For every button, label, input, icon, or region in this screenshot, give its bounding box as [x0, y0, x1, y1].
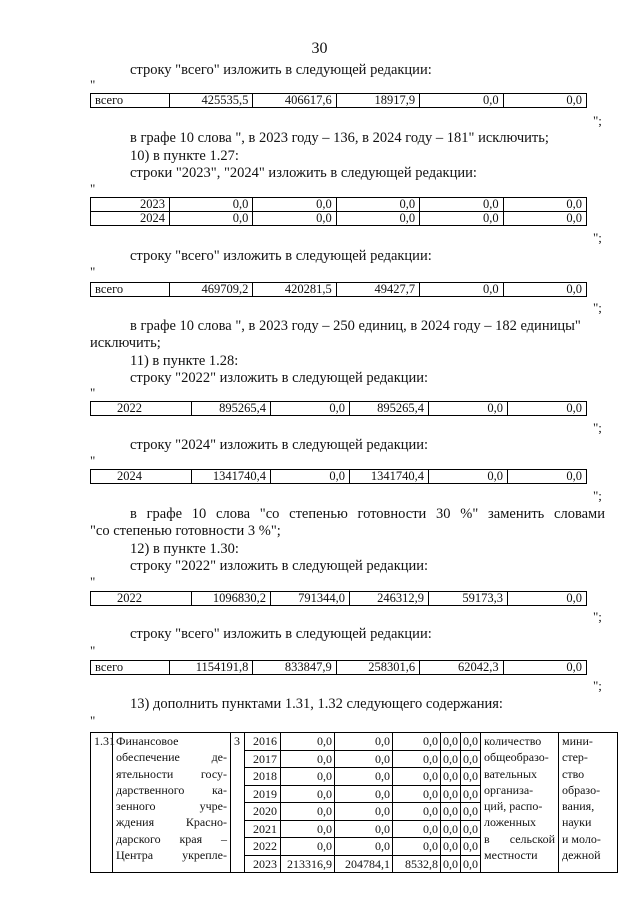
responsible-line: ство — [562, 766, 585, 781]
table-cell: 0,0 — [441, 820, 461, 838]
table-cell: 0,0 — [503, 94, 586, 108]
replacement-row-table — [90, 401, 587, 416]
item-number: 1.31 — [91, 733, 113, 873]
row-label: 2022 — [91, 592, 192, 606]
table-cell: 0,0 — [271, 470, 350, 484]
table-cell: 0,0 — [281, 803, 335, 821]
replacement-row-table — [90, 93, 587, 108]
table-cell: 0,0 — [335, 768, 393, 786]
row-label: всего — [91, 283, 170, 297]
instruction-text: строку "2022" изложить в следующей редакции: — [130, 370, 429, 386]
page-number: 30 — [311, 40, 328, 57]
table-cell: 1096830,2 — [192, 592, 271, 606]
year-cell: 2022 — [245, 838, 281, 856]
close-quote: "; — [593, 300, 602, 315]
row-label: всего — [91, 661, 170, 675]
subitem-heading: 12) в пункте 1.30: — [130, 541, 239, 557]
close-quote: "; — [593, 609, 602, 624]
table-cell: 0,0 — [503, 283, 586, 297]
replacement-row-table — [90, 282, 587, 297]
indicator-line: вательных — [484, 766, 538, 781]
table-cell: 0,0 — [170, 212, 253, 226]
instruction-text: строку "всего" изложить в следующей редакции: — [130, 248, 432, 264]
item-name-line: зенного учре- — [116, 799, 227, 814]
table-cell: 0,0 — [461, 750, 481, 768]
table-cell: 0,0 — [508, 592, 587, 606]
table-cell: 0,0 — [461, 733, 481, 751]
indicator-line: общеобразо- — [484, 750, 549, 765]
table-cell: 0,0 — [461, 803, 481, 821]
table-cell: 0,0 — [503, 212, 586, 226]
instruction-text: в графе 10 слова ", в 2023 году – 250 единиц, в 2024 году – 182 единицы" — [130, 318, 581, 334]
table-cell: 0,0 — [281, 768, 335, 786]
table-cell: 0,0 — [393, 785, 441, 803]
table-cell: 0,0 — [441, 768, 461, 786]
table-cell: 246312,9 — [350, 592, 429, 606]
row-label: всего — [91, 94, 170, 108]
table-cell: 791344,0 — [271, 592, 350, 606]
indicator-line: в сельской — [484, 831, 555, 846]
open-quote: " — [90, 643, 96, 658]
table-cell: 0,0 — [441, 785, 461, 803]
indicator-line: ций, распо- — [484, 799, 543, 814]
year-cell: 2017 — [245, 750, 281, 768]
table-cell: 0,0 — [429, 470, 508, 484]
instruction-text: в графе 10 слова ", в 2023 году – 136, в 2024 году – 181" исключить; — [130, 130, 549, 146]
table-cell: 1341740,4 — [350, 470, 429, 484]
table-cell: 0,0 — [393, 733, 441, 751]
indicator-line: ложенных — [484, 815, 537, 830]
table-cell: 0,0 — [420, 198, 503, 212]
table-cell: 0,0 — [335, 733, 393, 751]
indicator-cell — [481, 733, 559, 873]
year-cell: 2021 — [245, 820, 281, 838]
table-cell: 1341740,4 — [192, 470, 271, 484]
year-cell: 2018 — [245, 768, 281, 786]
open-quote: " — [90, 264, 96, 279]
table-cell: 0,0 — [393, 838, 441, 856]
close-quote: "; — [593, 420, 602, 435]
instruction-text: строку "2022" изложить в следующей редакции: — [130, 558, 429, 574]
table-cell: 0,0 — [429, 402, 508, 416]
subitem-heading: 10) в пункте 1.27: — [130, 148, 239, 164]
instruction-text: строку "всего" изложить в следующей редакции: — [130, 62, 432, 78]
responsible-line: образо- — [562, 782, 601, 797]
table-cell: 406617,6 — [253, 94, 336, 108]
table-cell: 0,0 — [441, 733, 461, 751]
table-cell: 420281,5 — [253, 283, 336, 297]
table-cell: 18917,9 — [336, 94, 419, 108]
table-cell: 258301,6 — [336, 661, 419, 675]
open-quote: " — [90, 77, 96, 92]
year-cell: 2023 — [245, 855, 281, 873]
table-cell: 0,0 — [441, 803, 461, 821]
open-quote: " — [90, 574, 96, 589]
table-cell: 0,0 — [503, 661, 586, 675]
instruction-text: в графе 10 слова "со степенью готовности 30 %" заменить словами — [130, 506, 605, 522]
table-cell: 8532,8 — [393, 855, 441, 873]
table-cell: 0,0 — [503, 198, 586, 212]
table-cell: 0,0 — [281, 820, 335, 838]
replacement-row-table — [90, 591, 587, 606]
table-cell: 0,0 — [441, 855, 461, 873]
instruction-text: "со степенью готовности 3 %"; — [90, 523, 281, 539]
subitem-heading: 11) в пункте 1.28: — [130, 353, 239, 369]
instruction-text: 13) дополнить пунктами 1.31, 1.32 следующего содержания: — [130, 696, 503, 712]
table-cell: 62042,3 — [420, 661, 503, 675]
table-cell: 0,0 — [281, 838, 335, 856]
table-cell: 0,0 — [441, 838, 461, 856]
table-cell: 0,0 — [441, 750, 461, 768]
table-cell: 469709,2 — [170, 283, 253, 297]
table-cell: 59173,3 — [429, 592, 508, 606]
table-cell: 0,0 — [336, 212, 419, 226]
table-cell: 0,0 — [420, 212, 503, 226]
table-cell: 833847,9 — [253, 661, 336, 675]
item-name-line: дарственного ка- — [116, 782, 227, 797]
item-name-line: ждения Красно- — [116, 815, 227, 830]
code-cell: 3 — [231, 733, 245, 873]
instruction-text: исключить; — [90, 335, 161, 351]
instruction-text: строку "всего" изложить в следующей редакции: — [130, 626, 432, 642]
table-cell: 0,0 — [393, 803, 441, 821]
table-cell: 0,0 — [281, 733, 335, 751]
table-cell: 49427,7 — [336, 283, 419, 297]
row-label: 2022 — [91, 402, 192, 416]
table-cell: 0,0 — [461, 785, 481, 803]
table-cell: 0,0 — [420, 283, 503, 297]
table-cell: 0,0 — [335, 785, 393, 803]
table-cell: 1154191,8 — [170, 661, 253, 675]
table-cell: 0,0 — [281, 785, 335, 803]
table-cell: 0,0 — [253, 212, 336, 226]
responsible-line: и моло- — [562, 831, 601, 846]
responsible-line: науки — [562, 815, 592, 830]
responsible-line: дежной — [562, 848, 601, 863]
table-cell: 0,0 — [461, 820, 481, 838]
table-cell: 0,0 — [461, 855, 481, 873]
close-quote: "; — [593, 230, 602, 245]
year-cell: 2019 — [245, 785, 281, 803]
open-quote: " — [90, 713, 96, 728]
table-cell: 0,0 — [393, 820, 441, 838]
open-quote: " — [90, 453, 96, 468]
table-cell: 0,0 — [393, 768, 441, 786]
row-label: 2023 — [91, 198, 170, 212]
table-cell: 425535,5 — [170, 94, 253, 108]
table-cell: 213316,9 — [281, 855, 335, 873]
responsible-line: мини- — [562, 734, 593, 748]
table-cell: 0,0 — [508, 470, 587, 484]
responsible-cell — [559, 733, 618, 873]
year-cell: 2016 — [245, 733, 281, 751]
table-cell: 0,0 — [461, 768, 481, 786]
row-label: 2024 — [91, 212, 170, 226]
close-quote: "; — [593, 488, 602, 503]
table-cell: 0,0 — [281, 750, 335, 768]
table-cell: 204784,1 — [335, 855, 393, 873]
table-cell: 0,0 — [335, 803, 393, 821]
table-cell: 0,0 — [253, 198, 336, 212]
table-cell: 0,0 — [335, 820, 393, 838]
table-cell: 0,0 — [461, 838, 481, 856]
item-name-line: дарского края – — [116, 831, 227, 846]
responsible-line: стер- — [562, 750, 588, 765]
table-cell: 895265,4 — [192, 402, 271, 416]
table-cell: 0,0 — [271, 402, 350, 416]
table-cell: 895265,4 — [350, 402, 429, 416]
table-cell: 0,0 — [170, 198, 253, 212]
instruction-text: строку "2024" изложить в следующей редакции: — [130, 437, 429, 453]
instruction-text: строки "2023", "2024" изложить в следующей редакции: — [130, 165, 477, 181]
indicator-line: местности — [484, 848, 538, 863]
open-quote: " — [90, 385, 96, 400]
item-name-line: Центра укрепле- — [116, 848, 227, 863]
row-label: 2024 — [91, 470, 192, 484]
table-cell: 0,0 — [420, 94, 503, 108]
replacement-row-table — [90, 197, 587, 226]
table-cell: 0,0 — [335, 750, 393, 768]
replacement-row-table — [90, 469, 587, 484]
item-name-cell — [113, 733, 231, 873]
table-cell: 0,0 — [336, 198, 419, 212]
item-name-line: обеспечение де- — [116, 750, 227, 765]
close-quote: "; — [593, 678, 602, 693]
close-quote: "; — [593, 113, 602, 128]
indicator-line: организа- — [484, 782, 534, 797]
replacement-row-table — [90, 660, 587, 675]
open-quote: " — [90, 181, 96, 196]
year-cell: 2020 — [245, 803, 281, 821]
item-name-line: Финансовое — [116, 734, 179, 748]
program-items-table — [90, 732, 618, 873]
responsible-line: вания, — [562, 799, 595, 814]
table-cell: 0,0 — [335, 838, 393, 856]
table-cell: 0,0 — [393, 750, 441, 768]
table-cell: 0,0 — [508, 402, 587, 416]
indicator-line: количество — [484, 734, 542, 748]
item-name-line: ятельности госу- — [116, 766, 227, 781]
